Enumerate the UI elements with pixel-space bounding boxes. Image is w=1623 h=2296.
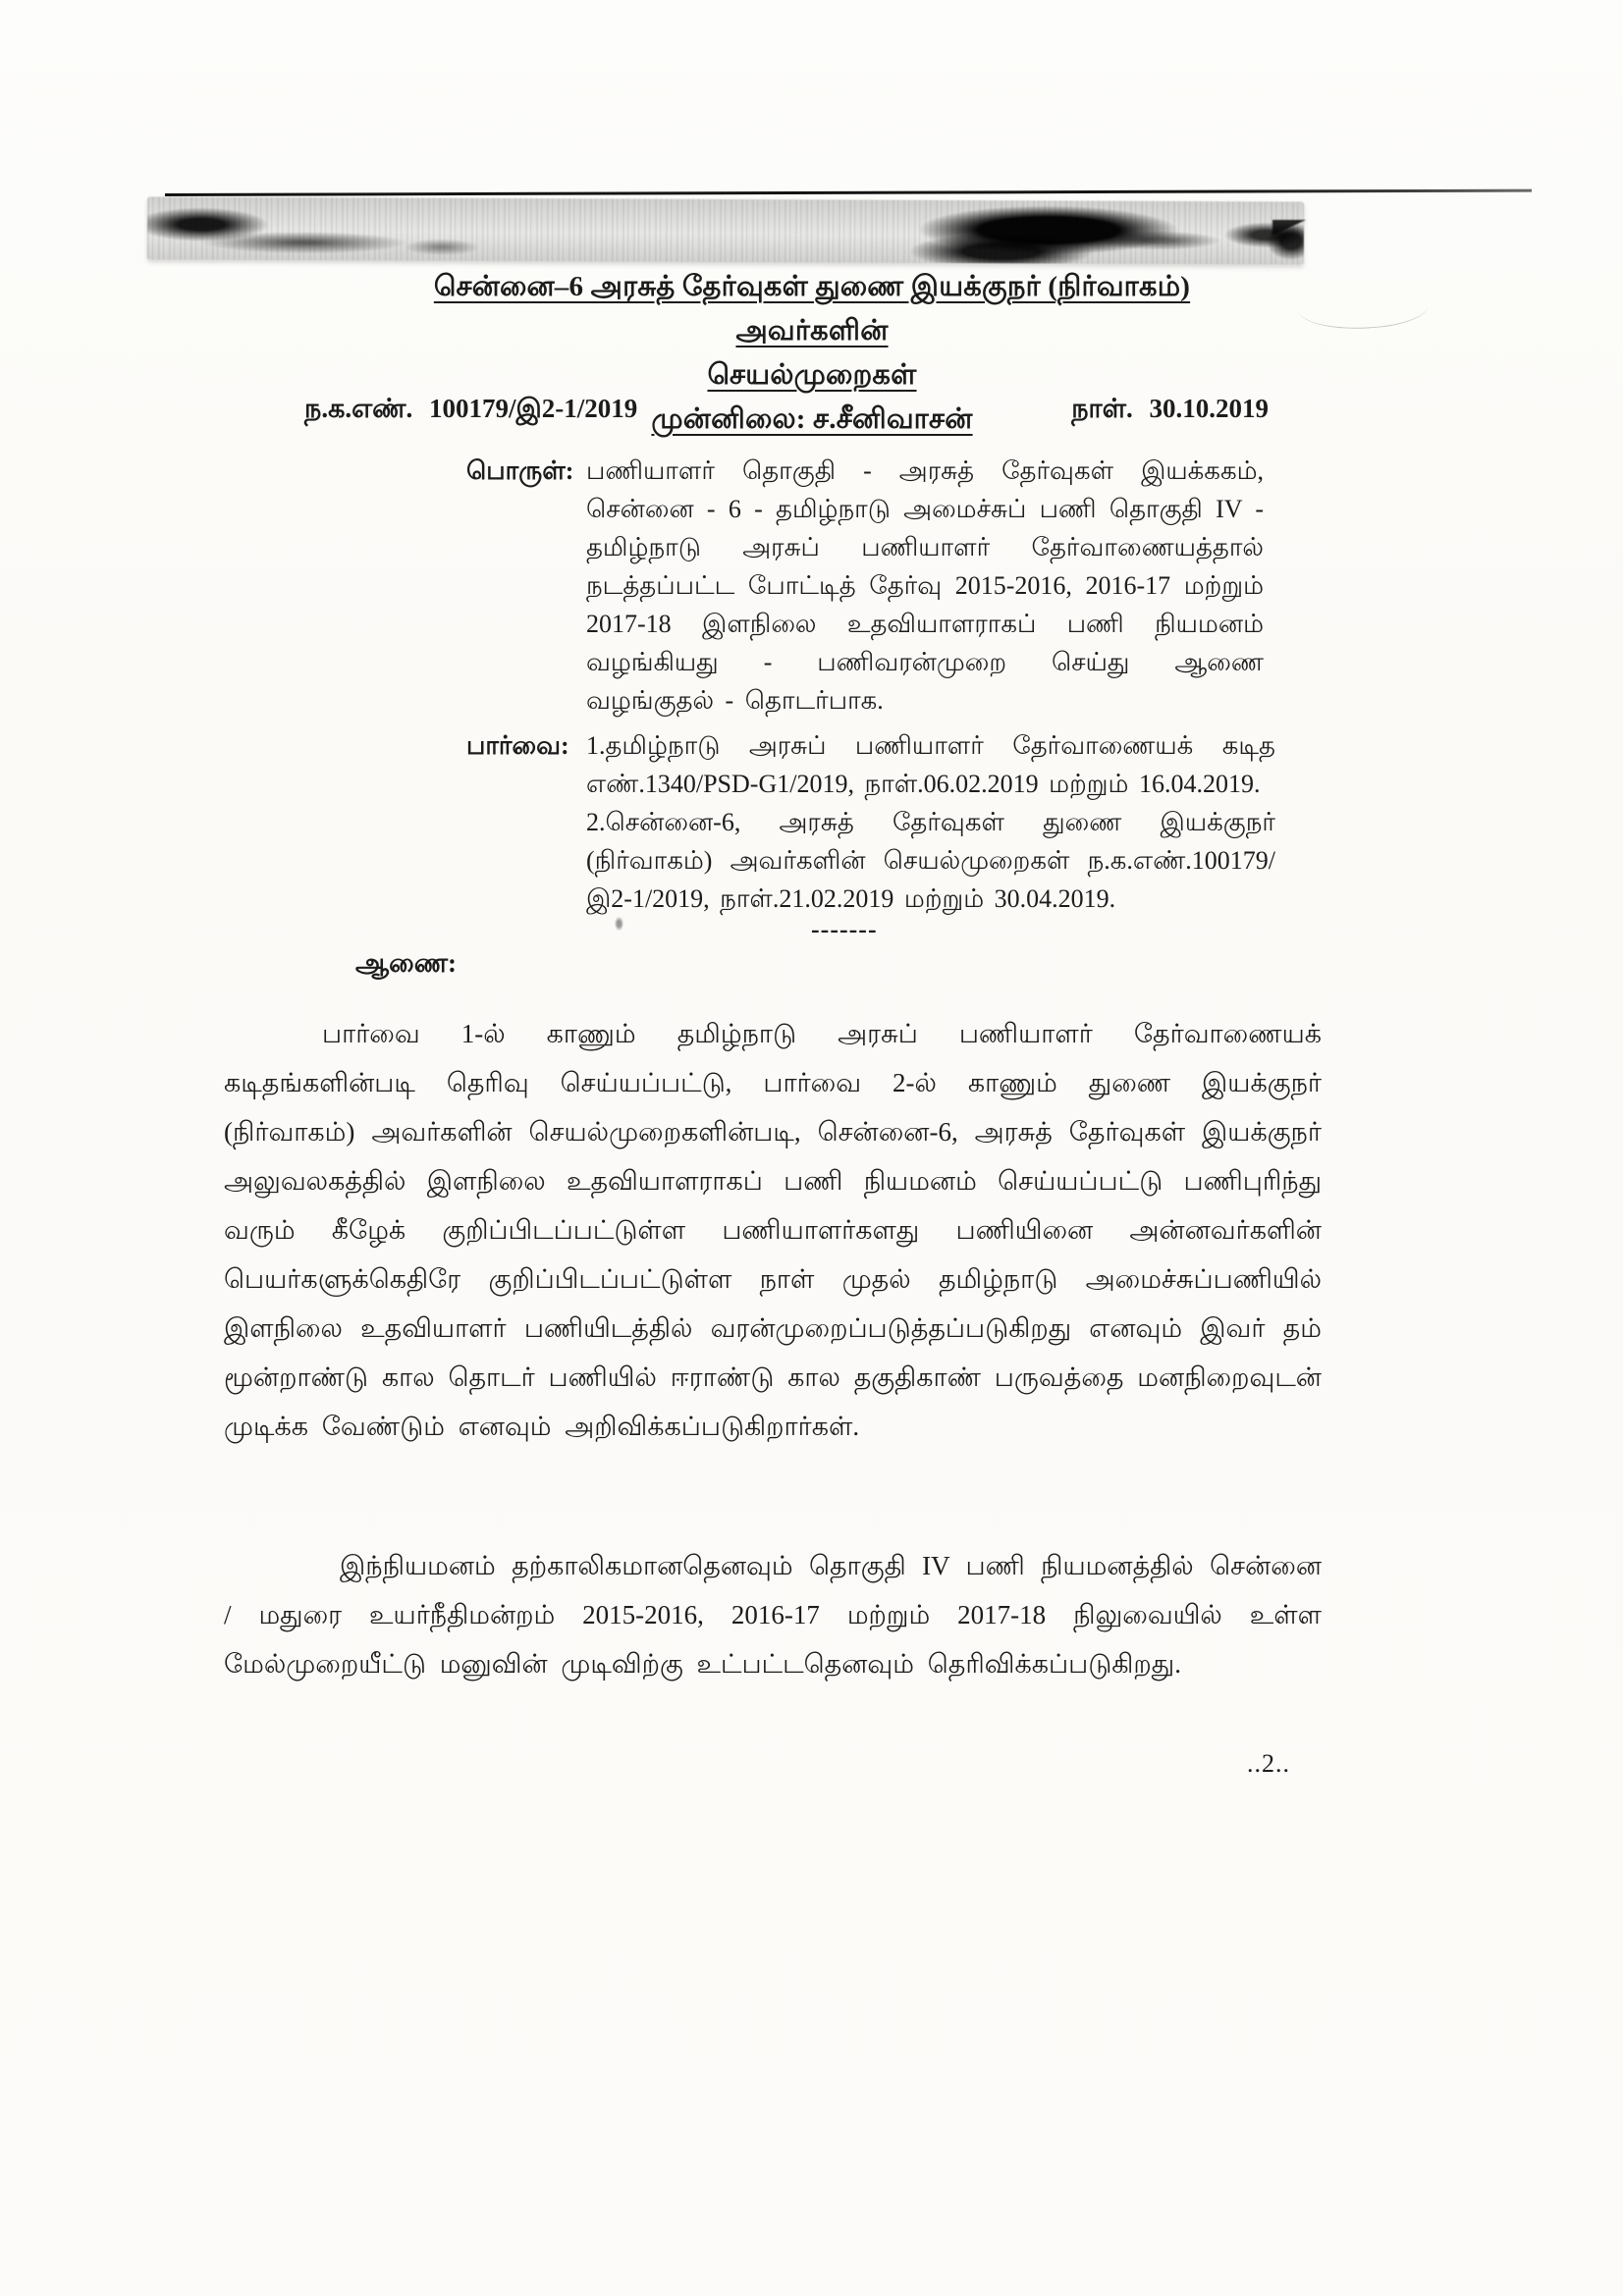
header-line-presence: முன்னிலை: ச.சீனிவாசன்	[651, 403, 973, 435]
file-number-label: ந.க.எண்.	[304, 394, 413, 423]
scan-smudge-wedge	[1272, 220, 1306, 236]
reference-item-2: 2.சென்னை-6, அரசுத் தேர்வுகள் துணை இயக்குநர் (நிர்வாகம்) அவர்களின் செயல்முறைகள் ந.க.எண்.100179/ இ2-1/2019, நாள்.21.02.2019 மற்றும் 30.04.2019.	[586, 808, 1275, 913]
date-value: 30.10.2019	[1149, 394, 1269, 423]
references-section	[466, 726, 1275, 918]
file-number	[304, 394, 637, 428]
header-line-office: சென்னை–6 அரசுத் தேர்வுகள் துணை இயக்குநர் (நிர்வாகம்) அவர்களின்	[433, 271, 1191, 347]
references-list	[586, 726, 1275, 918]
header-line-proceedings: செயல்முறைகள்	[707, 359, 917, 391]
file-number-date-row	[304, 394, 1269, 428]
subject-section	[466, 452, 1264, 720]
date-label: நாள்.	[1071, 394, 1133, 423]
file-number-value: 100179/இ2-1/2019	[429, 394, 638, 423]
order-paragraph-2: இந்நியமனம் தற்காலிகமானதெனவும் தொகுதி IV பணி நியமனத்தில் சென்னை / மதுரை உயர்நீதிமன்றம் 2015-2016, 2016-17 மற்றும் 2017-18 நிலுவையில் உள்ள மேல்முறையீட்டு மனுவின் முடிவிற்கு உட்பட்டதெனவும் தெரிவிக்கப்படுகிறது.	[224, 1551, 1322, 1679]
document-date	[1071, 394, 1269, 428]
scan-edge-line	[165, 189, 1532, 196]
scan-paper-tear-mark	[1296, 281, 1429, 334]
order-heading: ஆணை:	[355, 948, 458, 978]
page-number: ..2..	[1247, 1749, 1290, 1778]
subject-label: பொருள்:	[466, 456, 574, 485]
scan-speck	[615, 917, 623, 931]
scan-smudge-band	[147, 196, 1304, 264]
references-label: பார்வை:	[466, 731, 569, 760]
order-paragraph-1: பார்வை 1-ல் காணும் தமிழ்நாடு அரசுப் பணியாளர் தேர்வாணையக் கடிதங்களின்படி தெரிவு செய்யப்பட்டு, பார்வை 2-ல் காணும் துணை இயக்குநர் (நிர்வாகம்) அவர்களின் செயல்முறைகளின்படி, சென்னை-6, அரசுத் தேர்வுகள் இயக்குநர் அலுவலகத்தில் இளநிலை உதவியாளராகப் பணி நியமனம் செய்யப்பட்டு பணிபுரிந்து வரும் கீழேக் குறிப்பிடப்பட்டுள்ள பணியாளர்களது பணியினை அன்னவர்களின் பெயர்களுக்கெதிரே குறிப்பிடப்பட்டுள்ள நாள் முதல் தமிழ்நாடு அமைச்சுப்பணியில் இளநிலை உதவியாளர் பணியிடத்தில் வரன்முறைப்படுத்தப்படுகிறது எனவும் இவர் தம் மூன்றாண்டு கால தொடர் பணியில் ஈராண்டு கால தகுதிகாண் பருவத்தை மனநிறைவுடன் முடிக்க வேண்டும் எனவும் அறிவிக்கப்படுகிறார்கள்.	[224, 1019, 1322, 1441]
subject-text: பணியாளர் தொகுதி - அரசுத் தேர்வுகள் இயக்ககம், சென்னை - 6 - தமிழ்நாடு அமைச்சுப் பணி தொகுதி IV - தமிழ்நாடு அரசுப் பணியாளர் தேர்வாணையத்தால் நடத்தப்பட்ட போட்டித் தேர்வு 2015-2016, 2016-17 மற்றும் 2017-18 இளநிலை உதவியாளராகப் பணி நியமனம் வழங்கியது - பணிவரன்முறை செய்து ஆணை வழங்குதல் - தொடர்பாக.	[586, 456, 1264, 715]
section-separator: -------	[811, 915, 878, 943]
reference-item-1: 1.தமிழ்நாடு அரசுப் பணியாளர் தேர்வாணையக் கடித எண்.1340/PSD-G1/2019, நாள்.06.02.2019 மற்றும் 16.04.2019.	[586, 731, 1275, 798]
